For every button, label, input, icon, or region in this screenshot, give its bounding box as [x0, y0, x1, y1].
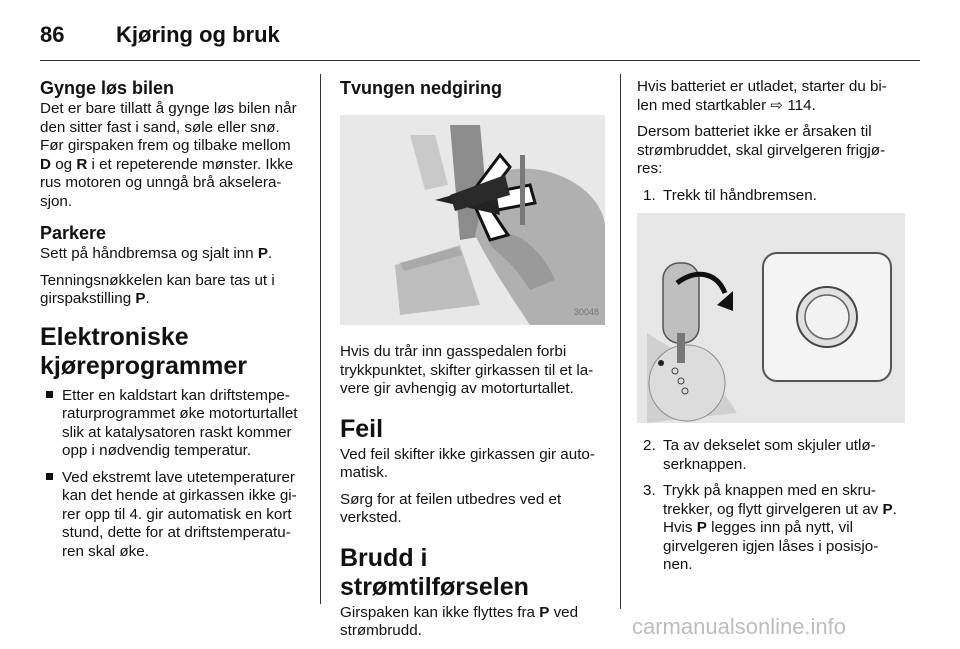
column-middle: [340, 78, 605, 649]
column-divider-1: [320, 74, 321, 604]
column-left: [40, 78, 305, 569]
pedal-illustration: [340, 115, 605, 325]
paragraph-parkere-1: Sett på håndbremsa og sjalt inn P.: [40, 245, 273, 262]
list-item: Ved ekstremt lave utetemperaturer kan det hende at girkassen ikke gi-rer opp til 4. gir automatisk en kort stund, dette for at driftstemperatu-ren skal øke.: [40, 469, 305, 562]
list-item-step-1: 1. Trekk til håndbremsen.: [643, 186, 817, 204]
paragraph-feil-2: Sørg for at feilen utbedres ved et verksted.: [340, 490, 562, 526]
figure-gear-selector: [637, 213, 905, 423]
paragraph-tvungen: Hvis du trår inn gasspedalen forbi trykkpunktet, skifter girkassen til et la-vere gir avhengig av motorturtallet.: [340, 343, 594, 397]
figure-pedal-illustration: [340, 115, 605, 325]
section-heading-parkere: Parkere: [40, 223, 107, 243]
bullet-icon: [46, 473, 53, 480]
paragraph-frigjore: Dersom batteriet ikke er årsaken til strømbruddet, skal girvelgeren frigjø-res:: [637, 123, 886, 177]
bullet-icon: [46, 391, 53, 398]
section-heading-tvungen: Tvungen nedgiring: [340, 78, 502, 98]
list-item: Etter en kaldstart kan driftstempe-raturprogrammet øke motorturtallet slik at katalysatoren raskt kommer opp i nødvendig temperatur.: [40, 387, 305, 461]
page-ref: 114: [787, 96, 812, 114]
paragraph-startkabler: Hvis batteriet er utladet, starter du bi-len med startkabler ⇨ 114.: [637, 78, 887, 114]
section-heading-gynge: Gynge løs bilen: [40, 78, 175, 98]
list-item-step-2: 2. Ta av dekselet som skjuler utlø-serknappen.: [643, 437, 876, 473]
column-divider-2: [620, 74, 621, 609]
header-divider: [40, 60, 920, 61]
column-right: [637, 78, 905, 583]
page-number: 86: [40, 22, 65, 47]
paragraph-feil-1: Ved feil skifter ikke girkassen gir auto-matisk.: [340, 445, 595, 481]
page-title: Kjøring og bruk: [116, 22, 280, 47]
watermark: carmanualsonline.info: [632, 614, 847, 639]
section-heading-feil: Feil: [340, 414, 384, 443]
list-item-step-3: 3. Trykk på knappen med en skru-trekker, og flytt girvelgeren ut av P. Hvis P legges inn på nytt, vil girvelgeren igjen låses i posisjo-nen.: [643, 482, 897, 573]
section-heading-elektroniske: Elektroniske kjøreprogrammer: [40, 322, 248, 380]
paragraph-brudd: Girspaken kan ikke flyttes fra P ved strømbrudd.: [340, 603, 579, 639]
bullet-list: [40, 387, 305, 562]
page-ref-icon: ⇨: [770, 96, 784, 114]
step-list-continued: [637, 437, 905, 575]
page-header: [40, 18, 920, 58]
paragraph-gynge: Det er bare tillatt å gynge løs bilen når den sitter fast i sand, søle eller snø. Før girspaken frem og tilbake mellom D og R i et repeterende mønster. Ikke rus motoren og unngå brå akselera-sjon.: [40, 100, 297, 210]
gear-selector-illustration: [637, 213, 905, 423]
paragraph-parkere-2: Tenningsnøkkelen kan bare tas ut i girspakstilling P.: [40, 271, 275, 307]
figure-label: 30048: [573, 306, 599, 317]
step-list: [637, 187, 905, 206]
section-heading-brudd: Brudd i strømtilførselen: [340, 543, 529, 601]
